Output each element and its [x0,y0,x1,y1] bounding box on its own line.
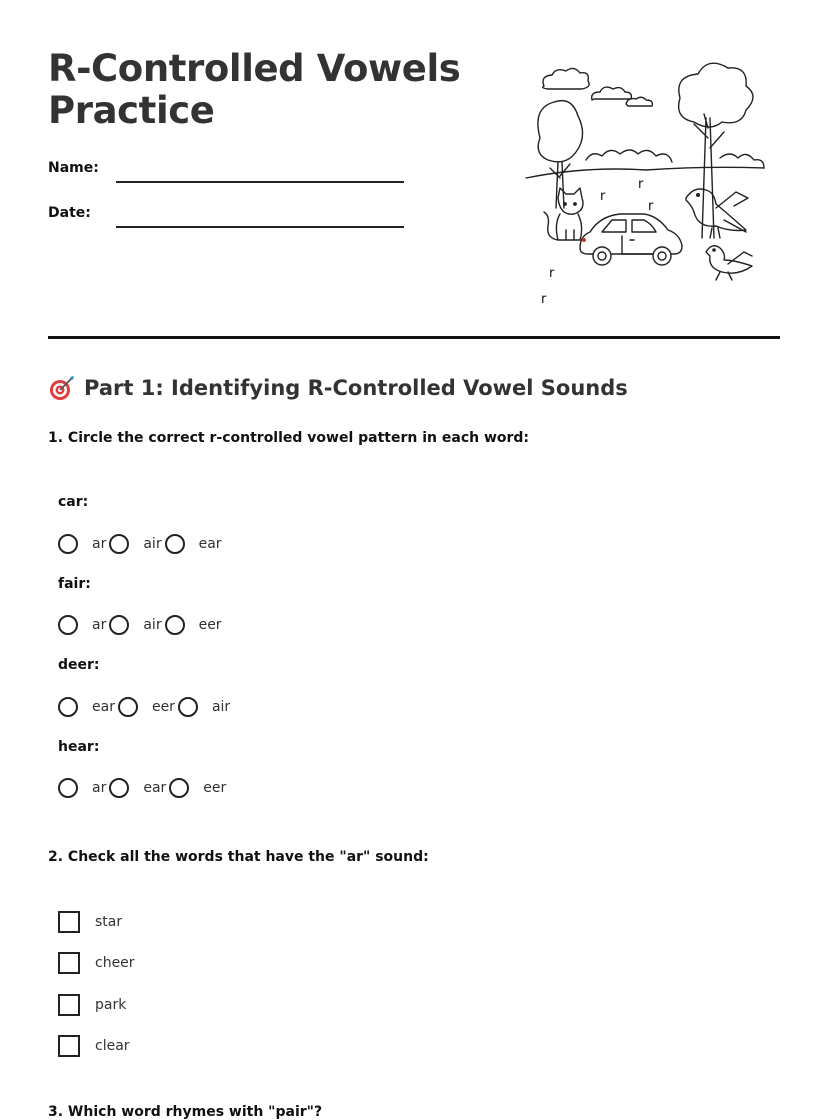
letter-r: r [638,177,644,192]
date-line[interactable] [116,226,404,228]
checkbox-item-star[interactable]: star [58,910,122,934]
part1-heading-text: Part 1: Identifying R-Controlled Vowel Sounds [84,376,628,400]
radio-button[interactable] [178,697,198,717]
letter-r: r [600,189,606,204]
word-car: car: [58,494,89,510]
tree-icon [538,101,583,162]
radio-button[interactable] [165,534,185,554]
option-ar[interactable]: ar [58,615,106,635]
checkbox-item-clear[interactable]: clear [58,1034,130,1058]
option-ar[interactable]: ar [58,534,106,554]
radio-button[interactable] [169,778,189,798]
question-1-prompt: 1. Circle the correct r-controlled vowel pattern in each word: [48,430,530,446]
cloud-icon [543,68,589,89]
worksheet-title [48,48,460,132]
option-ear[interactable]: ear [106,778,166,798]
checkbox[interactable] [58,1035,80,1057]
car-icon [580,214,682,265]
radio-button[interactable] [165,615,185,635]
question-3-prompt: 3. Which word rhymes with "pair"? [48,1104,323,1120]
options-car [58,531,222,557]
park-scene-illustration [520,58,770,313]
options-fair [58,612,222,638]
option-ar[interactable]: ar [58,778,106,798]
checkbox[interactable] [58,952,80,974]
header-divider [48,336,780,339]
radio-button[interactable] [109,778,129,798]
cloud-icon [626,97,652,106]
option-eer[interactable]: eer [162,615,222,635]
word-fair: fair: [58,576,91,592]
radio-button[interactable] [109,615,129,635]
tree-icon [679,63,753,127]
question-2-prompt: 2. Check all the words that have the "ar" sound: [48,849,429,865]
option-eer[interactable]: eer [115,697,175,717]
radio-button[interactable] [58,534,78,554]
cloud-icon [592,87,632,100]
option-air[interactable]: air [175,697,230,717]
radio-button[interactable] [109,534,129,554]
title-line-1: R-Controlled Vowels [48,47,461,90]
title-line-2: Practice [48,89,215,132]
checkbox-item-cheer[interactable]: cheer [58,951,135,975]
name-label: Name: [48,160,99,176]
letter-r: r [541,292,547,307]
date-label: Date: [48,205,91,221]
option-air[interactable]: air [106,534,161,554]
letter-r: r [549,266,555,281]
options-hear [58,775,226,801]
options-deer [58,694,230,720]
option-eer[interactable]: eer [166,778,226,798]
radio-button[interactable] [58,778,78,798]
radio-button[interactable] [58,697,78,717]
option-ear[interactable]: ear [162,534,222,554]
checkbox-item-park[interactable]: park [58,993,126,1017]
radio-button[interactable] [118,697,138,717]
option-air[interactable]: air [106,615,161,635]
bird-icon [706,246,752,280]
word-deer: deer: [58,657,100,673]
letter-r: r [648,199,654,214]
radio-button[interactable] [58,615,78,635]
word-hear: hear: [58,739,100,755]
checkbox[interactable] [58,911,80,933]
target-icon [48,374,76,402]
part1-heading [48,374,628,402]
checkbox[interactable] [58,994,80,1016]
bird-icon [686,189,748,238]
name-line[interactable] [116,181,404,183]
option-ear[interactable]: ear [58,697,115,717]
